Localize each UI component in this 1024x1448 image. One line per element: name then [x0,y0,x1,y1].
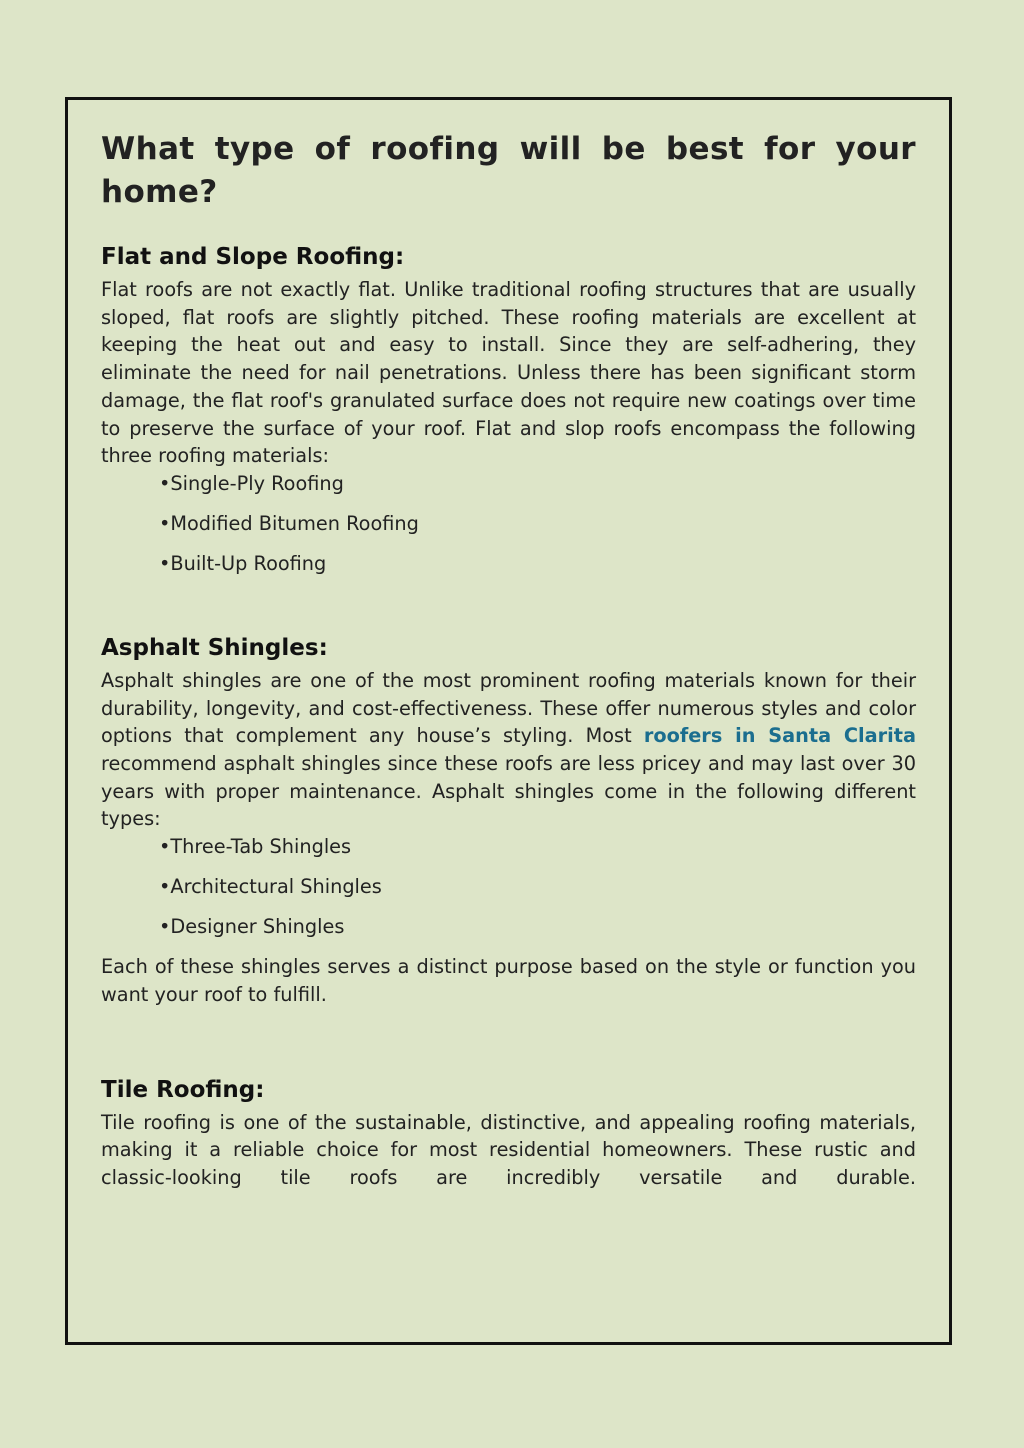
section-tile-roofing [101,1075,916,1192]
list-item: •Modified Bitumen Roofing [159,511,419,535]
bullet-list [101,833,916,940]
list-item: •Built-Up Roofing [159,551,327,575]
section-paragraph: Flat roofs are not exactly flat. Unlike traditional roofing structures that are usually sloped, flat roofs are slightly pitched. These roofing materials are excellent at keeping the heat out and easy to install. Since they are self-adhering, they eliminate the need for nail penetrations. Unless there has been significant storm damage, the flat roof's granulated surface does not require new coatings over time to preserve the surface of your roof. Flat and slop roofs encompass the following three roofing materials: [101,278,916,468]
list-item: •Designer Shingles [159,915,345,939]
section-heading: Flat and Slope Roofing: [101,244,405,270]
content-frame [65,97,952,1345]
paragraph-text: recommend asphalt shingles since these roofs are less pricey and may last over 30 years with proper maintenance. Asphalt shingles come in the following different types: [101,752,916,831]
roofers-link[interactable]: roofers in Santa Clarita [643,724,916,748]
section-heading: Tile Roofing: [101,1076,265,1103]
section-asphalt-shingles [101,633,916,1009]
section-paragraph: Tile roofing is one of the sustainable, distinctive, and appealing roofing materials, making it a reliable choice for most residential homeowners. These rustic and classic-looking tile roofs are incredibly versatile and durable. [101,1110,916,1189]
bullet-list [101,470,916,577]
section-paragraph [101,667,916,833]
page-title: What type of roofing will be best for your home? [101,131,916,210]
section-flat-slope-roofing [101,242,916,577]
list-item: •Single-Ply Roofing [159,471,344,495]
closing-paragraph: Each of these shingles serves a distinct purpose based on the style or function you want your roof to fulfill. [101,955,916,1006]
list-item: •Three-Tab Shingles [159,835,352,859]
list-item: •Architectural Shingles [159,875,382,899]
paragraph-text: Asphalt shingles are one of the most prominent roofing materials known for their durability, longevity, and cost-effectiveness. These offer numerous styles and color options that complement any house’s styling. Most [101,668,916,748]
section-heading: Asphalt Shingles: [101,634,328,661]
